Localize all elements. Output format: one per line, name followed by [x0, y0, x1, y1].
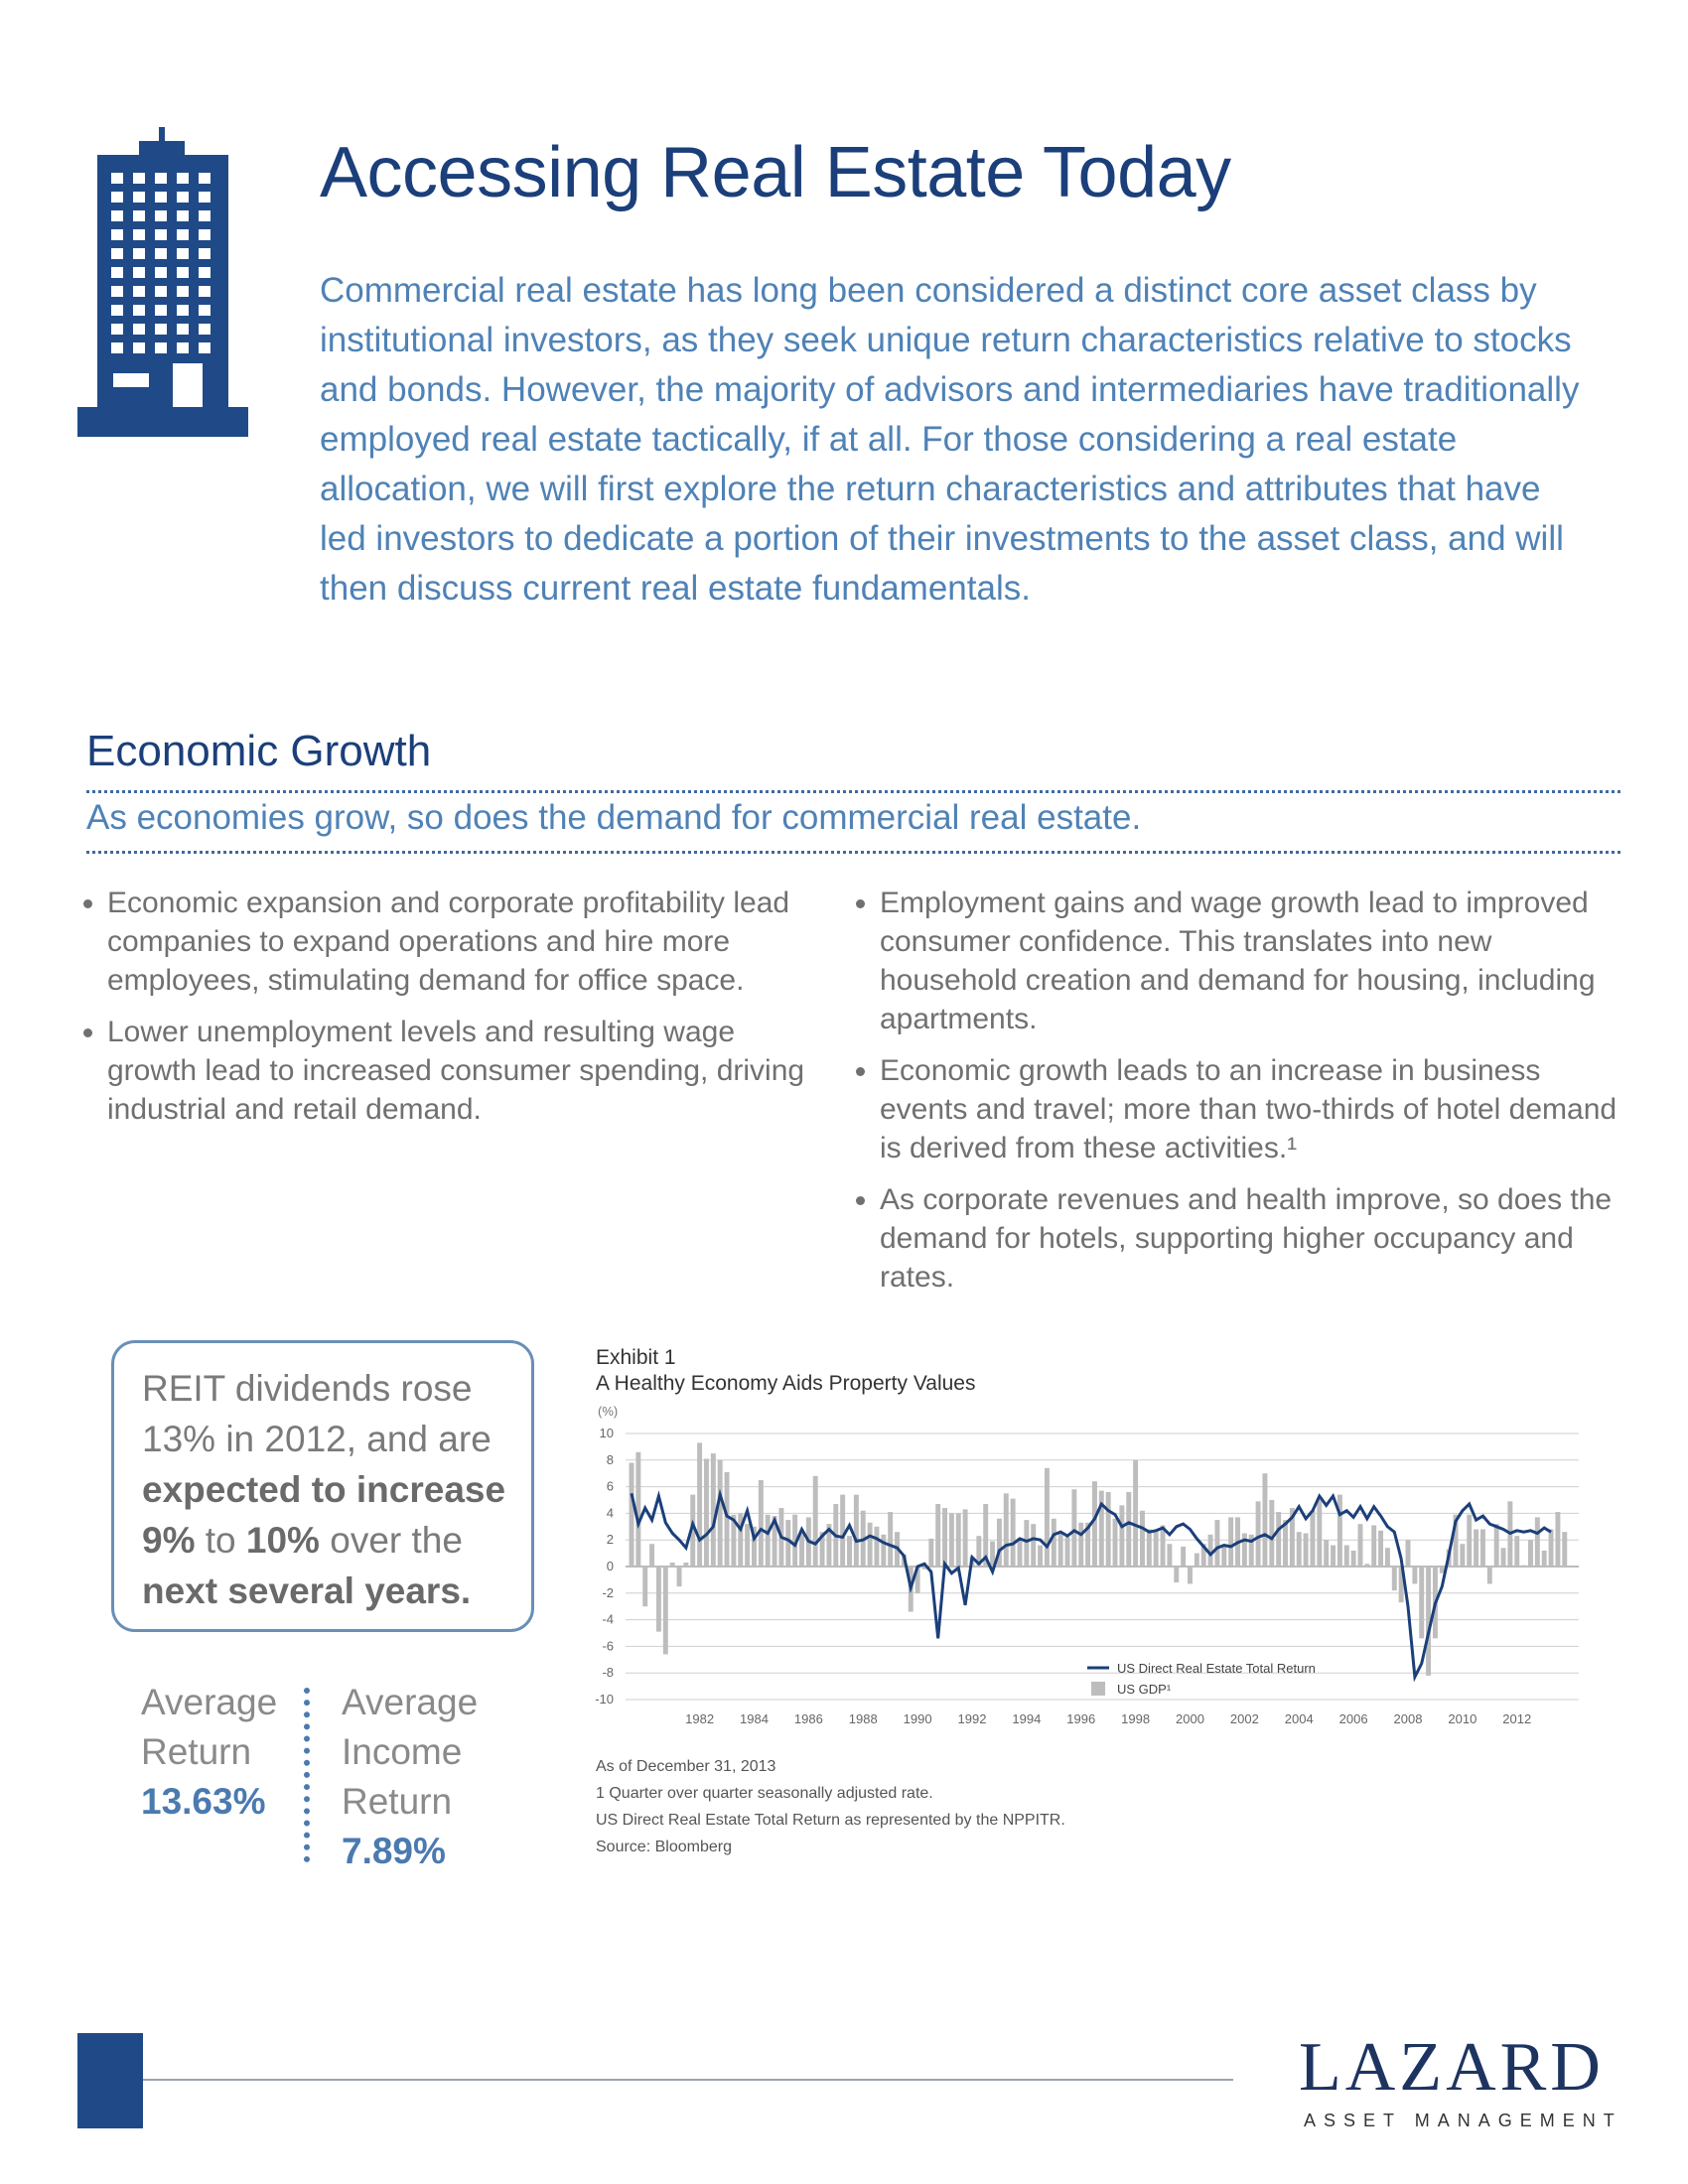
callout-line: REIT dividends rose: [142, 1368, 473, 1409]
gdp-bar: [1045, 1468, 1050, 1567]
bullet-text: Economic expansion and corporate profitability lead companies to expand operations and hire more employees, stimulating demand for office space.: [107, 887, 790, 997]
gdp-bar: [630, 1462, 634, 1567]
x-tick-label: 1996: [1066, 1711, 1096, 1726]
y-tick-label: 8: [606, 1451, 614, 1467]
window-shape: [133, 342, 145, 353]
gdp-bar: [656, 1567, 661, 1632]
gdp-bar: [697, 1442, 702, 1567]
gdp-bar: [1494, 1524, 1499, 1567]
gdp-bar: [1467, 1515, 1472, 1567]
divider-top: [86, 790, 1620, 793]
x-tick-label: 1984: [740, 1711, 769, 1726]
gdp-bar: [1011, 1499, 1016, 1567]
x-tick-label: 2004: [1284, 1711, 1314, 1726]
gdp-bar: [847, 1536, 852, 1567]
window-shape: [199, 210, 211, 221]
gdp-bar: [1364, 1564, 1369, 1567]
callout-line: 13% in 2012, and are: [142, 1419, 492, 1459]
legend-label: US Direct Real Estate Total Return: [1117, 1661, 1316, 1676]
window-shape: [133, 286, 145, 297]
bullet-text: Lower unemployment levels and resulting wage growth lead to increased consumer spending, driving industrial and retail demand.: [107, 1016, 805, 1126]
gdp-bar: [1188, 1567, 1193, 1583]
y-tick-label: -2: [602, 1584, 614, 1600]
x-tick-label: 1994: [1012, 1711, 1042, 1726]
callout-line: [142, 1464, 511, 1515]
window-shape: [111, 192, 123, 203]
gdp-bar: [1304, 1534, 1309, 1568]
y-tick-label: -10: [595, 1692, 614, 1706]
gdp-bar: [949, 1513, 954, 1567]
bullet-dot-icon: [856, 1196, 865, 1205]
gdp-bar: [1535, 1517, 1540, 1567]
bullet-text: Employment gains and wage growth lead to improved consumer confidence. This translates into new household creation and demand for housing, including apartments.: [880, 887, 1596, 1035]
gdp-bar: [1406, 1540, 1411, 1567]
gdp-bar: [874, 1527, 879, 1567]
list-item: [856, 1180, 1628, 1297]
gdp-bar: [1474, 1529, 1478, 1567]
gdp-bar: [1310, 1511, 1315, 1567]
gdp-bar: [1385, 1548, 1390, 1567]
window-shape: [155, 342, 167, 353]
window-shape: [111, 305, 123, 316]
window-shape: [111, 248, 123, 259]
window-shape: [133, 173, 145, 184]
building-icon: [77, 127, 248, 437]
y-tick-label: -4: [602, 1611, 614, 1627]
callout-line: [142, 1515, 511, 1566]
gdp-bar: [725, 1472, 730, 1567]
x-tick-label: 1982: [685, 1711, 715, 1726]
y-tick-label: 2: [606, 1532, 614, 1548]
gdp-bar: [956, 1513, 961, 1567]
window-shape: [133, 192, 145, 203]
gdp-bar: [1555, 1512, 1560, 1567]
stat-value: 7.89%: [342, 1831, 446, 1871]
gdp-bar: [1331, 1546, 1336, 1567]
gdp-bar: [1221, 1546, 1226, 1567]
gdp-bar: [677, 1567, 682, 1586]
bullet-list-left: [83, 884, 828, 1142]
gdp-bar: [1371, 1525, 1376, 1567]
gdp-bar: [1181, 1547, 1186, 1567]
gdp-bar: [1147, 1529, 1152, 1567]
window-shape: [199, 286, 211, 297]
gdp-bar: [1024, 1520, 1029, 1567]
window-shape: [199, 342, 211, 353]
gdp-bar: [813, 1476, 818, 1567]
y-tick-label: 0: [606, 1559, 614, 1573]
callout-text: over the: [319, 1520, 463, 1561]
window-shape: [111, 210, 123, 221]
x-tick-label: 1990: [903, 1711, 932, 1726]
gdp-bar: [1317, 1500, 1322, 1567]
gdp-bar: [888, 1512, 893, 1567]
stat-average-return: [141, 1678, 277, 1827]
gdp-bar: [1065, 1538, 1070, 1567]
stat-label: Average: [342, 1682, 479, 1722]
gdp-bar: [1487, 1567, 1492, 1583]
callout-line: [142, 1566, 511, 1616]
window-shape: [199, 324, 211, 335]
legend-bar-swatch: [1091, 1682, 1105, 1696]
gdp-bar: [1262, 1473, 1267, 1567]
section-subtitle: As economies grow, so does the demand for commercial real estate.: [86, 798, 1142, 837]
gdp-bar: [1126, 1492, 1131, 1567]
window-shape: [155, 192, 167, 203]
window-shape: [133, 324, 145, 335]
gdp-bar: [1562, 1532, 1567, 1567]
gdp-bar: [963, 1509, 968, 1567]
gdp-bar: [1324, 1540, 1329, 1567]
exhibit-title: A Healthy Economy Aids Property Values: [596, 1372, 976, 1395]
exhibit-notes: [596, 1753, 1065, 1860]
gdp-bar: [718, 1460, 723, 1567]
legend-label: US GDP¹: [1117, 1682, 1172, 1697]
gdp-bar: [1480, 1529, 1485, 1567]
window-shape: [199, 192, 211, 203]
gdp-bar: [1113, 1519, 1118, 1567]
window-shape: [111, 229, 123, 240]
stat-label: Return: [342, 1781, 453, 1822]
gdp-bar: [1412, 1567, 1417, 1583]
gdp-bar: [1542, 1551, 1547, 1567]
footer-rule: [143, 2079, 1233, 2081]
page-title: Accessing Real Estate Today: [320, 133, 1231, 212]
gdp-bar: [1392, 1567, 1397, 1590]
gdp-bar: [1269, 1500, 1274, 1567]
gdp-bar: [649, 1544, 654, 1567]
gdp-bar: [1092, 1481, 1097, 1567]
gdp-bar: [868, 1523, 873, 1567]
bullet-dot-icon: [856, 899, 865, 908]
y-tick-label: 6: [606, 1478, 614, 1494]
window-shape: [155, 173, 167, 184]
window-shape: [199, 229, 211, 240]
lazard-logo: LAZARD: [1299, 2029, 1605, 2106]
gdp-bar: [1214, 1520, 1219, 1567]
window-shape: [199, 173, 211, 184]
window-shape: [111, 267, 123, 278]
gdp-bar: [1460, 1544, 1465, 1567]
gdp-bar: [1140, 1511, 1145, 1567]
gdp-bar: [1521, 1566, 1526, 1567]
stat-value: 13.63%: [141, 1781, 266, 1822]
stat-label: Return: [141, 1731, 252, 1772]
gdp-bar: [1031, 1524, 1036, 1567]
list-item: [83, 1013, 828, 1129]
gdp-bar: [928, 1539, 933, 1567]
window-shape: [155, 248, 167, 259]
gdp-bar: [670, 1563, 675, 1567]
gdp-bar: [1167, 1544, 1172, 1567]
window-shape: [177, 173, 189, 184]
exhibit-label: Exhibit 1: [596, 1346, 676, 1369]
gdp-bar: [1337, 1495, 1342, 1567]
gdp-bar: [766, 1515, 771, 1567]
window-shape: [133, 229, 145, 240]
window-shape: [177, 229, 189, 240]
gdp-bar: [1018, 1539, 1023, 1567]
stat-average-income-return: [342, 1678, 478, 1876]
section-title: Economic Growth: [86, 727, 432, 775]
x-tick-label: 2002: [1229, 1711, 1259, 1726]
stat-label: Average: [141, 1682, 278, 1722]
gdp-bar: [1174, 1567, 1179, 1582]
gdp-bar: [1351, 1551, 1356, 1567]
gdp-bar: [1344, 1546, 1349, 1567]
chart-legend: [1087, 1661, 1316, 1697]
gdp-bar: [1228, 1517, 1233, 1567]
gdp-bar: [745, 1524, 750, 1567]
gdp-bar: [840, 1495, 845, 1567]
gdp-bar: [1071, 1489, 1076, 1567]
window-shape: [177, 305, 189, 316]
stat-divider: [304, 1688, 310, 1862]
gdp-bar: [663, 1567, 668, 1654]
x-tick-label: 2006: [1338, 1711, 1368, 1726]
gdp-bar: [799, 1534, 804, 1568]
callout-emphasis: next several years.: [142, 1570, 472, 1611]
window-shape: [177, 324, 189, 335]
callout-emphasis: 9%: [142, 1520, 196, 1561]
bullet-dot-icon: [83, 899, 92, 908]
gdp-bar: [1358, 1524, 1363, 1567]
gdp-bar: [1154, 1532, 1159, 1567]
x-tick-label: 2012: [1502, 1711, 1532, 1726]
gdp-bar: [1078, 1523, 1083, 1567]
gdp-bar: [942, 1508, 947, 1567]
bullet-text: Economic growth leads to an increase in business events and travel; more than two-thirds of hotel demand is derived from these activities.¹: [880, 1054, 1618, 1164]
window-shape: [155, 267, 167, 278]
y-axis-label: (%): [598, 1404, 619, 1419]
window-shape: [199, 305, 211, 316]
window-shape: [199, 267, 211, 278]
footer-square: [77, 2033, 143, 2128]
callout-text: to: [195, 1520, 246, 1561]
x-tick-label: 1998: [1121, 1711, 1151, 1726]
window-shape: [133, 267, 145, 278]
gdp-bar: [759, 1480, 764, 1567]
gdp-bar: [1549, 1529, 1554, 1567]
window-shape: [155, 324, 167, 335]
gdp-bar: [711, 1453, 716, 1567]
bullet-list-right: [856, 884, 1628, 1309]
y-tick-label: 10: [599, 1426, 614, 1440]
stat-label: Income: [342, 1731, 463, 1772]
window-shape: [155, 229, 167, 240]
y-tick-label: -6: [602, 1638, 614, 1654]
window-shape: [199, 248, 211, 259]
window-shape: [155, 210, 167, 221]
x-tick-label: 1986: [793, 1711, 823, 1726]
x-tick-label: 2008: [1393, 1711, 1423, 1726]
window-shape: [177, 248, 189, 259]
gdp-bar: [1038, 1546, 1043, 1567]
callout-emphasis: 10%: [245, 1520, 320, 1561]
window-shape: [111, 173, 123, 184]
x-tick-label: 2010: [1448, 1711, 1477, 1726]
gdp-bar: [704, 1458, 709, 1567]
gdp-bar: [1419, 1567, 1424, 1638]
intro-paragraph: Commercial real estate has long been considered a distinct core asset class by institutional investors, as they seek unique return characteristics relative to stocks and bonds. However, the majority of advisors and intermediaries have traditionally employed real estate tactically, if at all. For those considering a real estate allocation, we will first explore the return characteristics and attributes that have led investors to dedicate a portion of their investments to the asset class, and will then discuss current real estate fundamentals.: [320, 271, 1580, 608]
gdp-bar: [935, 1504, 940, 1567]
bullet-text: As corporate revenues and health improve, so does the demand for hotels, supporting higher occupancy and rates.: [880, 1183, 1613, 1294]
window-shape: [177, 192, 189, 203]
callout-emphasis: expected to increase: [142, 1469, 506, 1510]
gdp-bar: [1501, 1548, 1506, 1567]
x-tick-label: 2000: [1176, 1711, 1204, 1726]
gdp-bar: [881, 1535, 886, 1567]
window-shape: [133, 305, 145, 316]
y-tick-label: 4: [606, 1505, 614, 1521]
gdp-bar: [1004, 1493, 1009, 1567]
window-shape: [155, 305, 167, 316]
gdp-bar: [1256, 1501, 1261, 1567]
gdp-bar: [1106, 1492, 1111, 1567]
window-shape: [111, 286, 123, 297]
window-shape: [177, 342, 189, 353]
gdp-bar: [1133, 1460, 1138, 1567]
gdp-bar: [1195, 1554, 1199, 1567]
window-shape: [155, 286, 167, 297]
gdp-bar: [1242, 1534, 1247, 1568]
gdp-bar: [1276, 1512, 1281, 1567]
reit-callout-box: [111, 1340, 534, 1632]
list-item: [83, 884, 828, 1000]
window-shape: [177, 267, 189, 278]
x-tick-label: 1988: [848, 1711, 878, 1726]
exhibit-chart: [586, 1400, 1609, 1747]
gdp-bar: [642, 1567, 647, 1606]
gdp-bar: [1378, 1531, 1383, 1567]
y-tick-label: -8: [602, 1665, 614, 1681]
gdp-bar: [1119, 1505, 1124, 1567]
gdp-bar: [1514, 1536, 1519, 1567]
bullet-dot-icon: [856, 1067, 865, 1076]
gdp-bar: [854, 1495, 859, 1567]
bullet-dot-icon: [83, 1028, 92, 1037]
gdp-bar: [1058, 1532, 1063, 1567]
list-item: [856, 1051, 1628, 1167]
list-item: [856, 884, 1628, 1038]
gdp-bar: [1297, 1532, 1302, 1567]
note-line: As of December 31, 2013: [596, 1758, 776, 1775]
window-shape: [177, 286, 189, 297]
note-line: Source: Bloomberg: [596, 1839, 732, 1855]
window-shape: [111, 324, 123, 335]
note-line: 1 Quarter over quarter seasonally adjusted rate.: [596, 1785, 933, 1802]
gdp-bar: [785, 1520, 790, 1567]
gdp-bar: [1528, 1540, 1533, 1567]
window-shape: [133, 210, 145, 221]
gdp-bar: [683, 1563, 688, 1567]
gdp-bar: [1052, 1519, 1056, 1567]
note-line: US Direct Real Estate Total Return as represented by the NPPITR.: [596, 1812, 1065, 1829]
lazard-logo-subtitle: ASSET MANAGEMENT: [1304, 2111, 1622, 2130]
window-shape: [111, 342, 123, 353]
x-tick-label: 1992: [957, 1711, 987, 1726]
window-shape: [177, 210, 189, 221]
window-shape: [133, 248, 145, 259]
divider-bottom: [86, 851, 1620, 854]
